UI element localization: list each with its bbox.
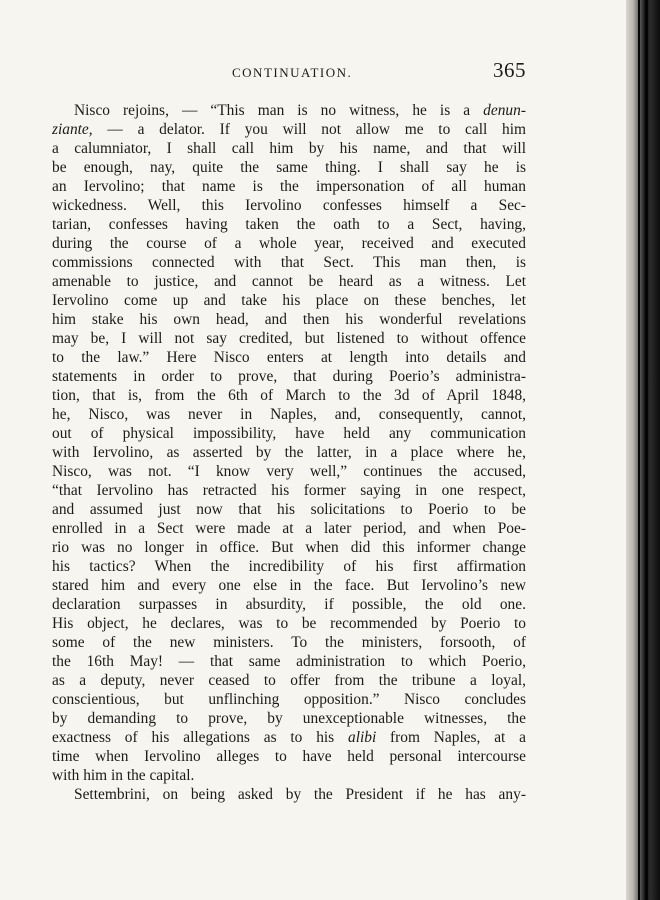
- text-line: an Iervolino; that name is the impersonation of all human: [52, 178, 526, 195]
- text-line: Nisco, was not. “I know very well,” continues the accused,: [52, 463, 526, 480]
- text-line: declaration surpasses in absurdity, if possible, the old one.: [52, 596, 526, 613]
- text-line: commissions connected with that Sect. This man then, is: [52, 254, 526, 271]
- text-line: “that Iervolino has retracted his former saying in one respect,: [52, 482, 526, 499]
- text-line: Iervolino come up and take his place on these benches, let: [52, 292, 526, 309]
- text-line: as a deputy, never ceased to offer from the tribune a loyal,: [52, 672, 526, 689]
- spine-shadow-line: [638, 0, 640, 900]
- text-line: his tactics? When the incredibility of his first affirmation: [52, 558, 526, 575]
- text-line: with Iervolino, as asserted by the latter, in a place where he,: [52, 444, 526, 461]
- text-line: His object, he declares, was to be recommended by Poerio to: [52, 615, 526, 632]
- text-line: Nisco rejoins, — “This man is no witness, he is a denun-: [74, 102, 526, 119]
- text-line: him stake his own head, and then his wonderful revelations: [52, 311, 526, 328]
- text-line: the 16th May! — that same administration to which Poerio,: [52, 653, 526, 670]
- text-line: and assumed just now that his solicitations to Poerio to be: [52, 501, 526, 518]
- text-line: he, Nisco, was never in Naples, and, consequently, cannot,: [52, 406, 526, 423]
- running-title: CONTINUATION.: [232, 65, 353, 80]
- page-number: 365: [493, 58, 526, 82]
- text-line: rio was no longer in office. But when did this informer change: [52, 539, 526, 556]
- text-line: may be, I will not say credited, but listened to without offence: [52, 330, 526, 347]
- text-line: amenable to justice, and cannot be heard as a witness. Let: [52, 273, 526, 290]
- page-header: [0, 58, 620, 86]
- text-line: during the course of a whole year, received and executed: [52, 235, 526, 252]
- text-line: statements in order to prove, that during Poerio’s administra-: [52, 368, 526, 385]
- text-line: tion, that is, from the 6th of March to the 3d of April 1848,: [52, 387, 526, 404]
- text-line: enrolled in a Sect were made at a later period, and when Poe-: [52, 520, 526, 537]
- text-line: by demanding to prove, by unexceptionable witnesses, the: [52, 710, 526, 727]
- book-spine-edge: [626, 0, 660, 900]
- text-line: conscientious, but unflinching opposition.” Nisco concludes: [52, 691, 526, 708]
- text-line: wickedness. Well, this Iervolino confesses himself a Sec-: [52, 197, 526, 214]
- text-line: to the law.” Here Nisco enters at length into details and: [52, 349, 526, 366]
- text-line: stared him and every one else in the face. But Iervolino’s new: [52, 577, 526, 594]
- text-line: tarian, confesses having taken the oath to a Sect, having,: [52, 216, 526, 233]
- text-line: with him in the capital.: [52, 767, 195, 784]
- body-text: [52, 101, 526, 804]
- text-line: time when Iervolino alleges to have held personal intercourse: [52, 748, 526, 765]
- text-line: some of the new ministers. To the ministers, forsooth, of: [52, 634, 526, 651]
- text-line: Settembrini, on being asked by the President if he has any-: [74, 786, 526, 803]
- text-line: exactness of his allegations as to his alibi from Naples, at a: [52, 729, 526, 746]
- text-line: be enough, nay, quite the same thing. I shall say he is: [52, 159, 526, 176]
- spine-shadow-line: [645, 0, 648, 900]
- text-line: a calumniator, I shall call him by his name, and that will: [52, 140, 526, 157]
- text-line: ziante, — a delator. If you will not allow me to call him: [52, 121, 526, 138]
- text-line: out of physical impossibility, have held any communication: [52, 425, 526, 442]
